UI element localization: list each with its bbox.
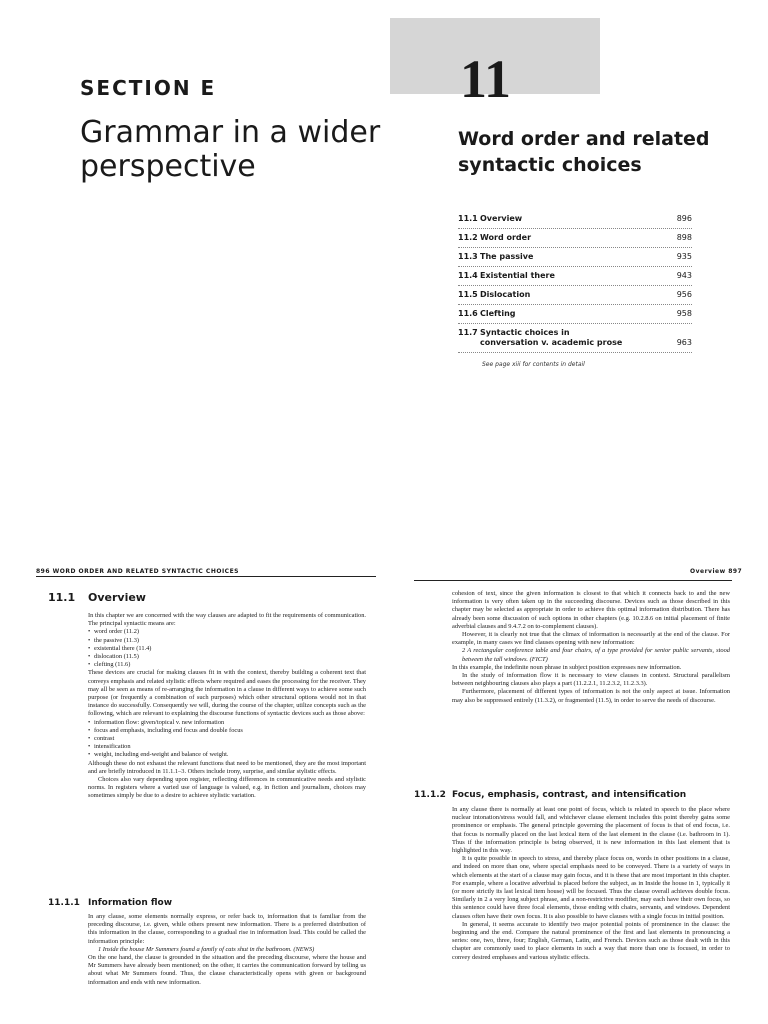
header-rule-right bbox=[414, 580, 732, 581]
toc-row[interactable] bbox=[458, 229, 692, 248]
concepts-list bbox=[88, 719, 366, 760]
list-item: • weight, including end-weight and balance of weight. bbox=[88, 751, 366, 759]
toc-page: 963 bbox=[676, 338, 692, 347]
toc-num: 11.5 bbox=[458, 290, 478, 299]
paragraph: In general, it seems accurate to identify two major potential points of prominence in the clause: the beginning and the end. Compare the natural prominence of the first and last elements in pronouncing a series: one, two, three, four; English, German, Latin, and French. Devices such as those dealt with in this chapter are commonly used to place elements in such a way that more than one is focused, in order to convey desired emphases and various stylistic effects. bbox=[452, 920, 730, 961]
toc-label: Dislocation bbox=[480, 290, 531, 299]
paragraph: Although these do not exhaust the relevant functions that need to be mentioned, they are the most important and are briefly introduced in 11.1.1–3. Others include irony, surprise, and similar stylistic effects. bbox=[88, 759, 366, 775]
toc-label: Syntactic choices in conversation v. academic prose bbox=[480, 328, 623, 347]
toc-label: Word order bbox=[480, 233, 532, 242]
heading-11-1-1: Information flow bbox=[88, 898, 173, 908]
toc-label: Existential there bbox=[480, 271, 555, 280]
list-item: • dislocation (11.5) bbox=[88, 653, 366, 661]
toc-page: 898 bbox=[676, 233, 692, 242]
header-rule-left bbox=[36, 576, 376, 577]
paragraph: In any clause, some elements normally express, or refer back to, information that is familiar from the preceding discourse, i.e. given, while others present new information. There is a preferred distribution of this information in the clause, corresponding to a gradual rise in information load. This could be called the information principle: bbox=[88, 913, 366, 945]
table-of-contents bbox=[458, 210, 692, 368]
running-head-right: Overview 897 bbox=[690, 568, 743, 575]
paragraph: In this example, the indefinite noun phrase in subject position expresses new information. bbox=[452, 663, 682, 671]
paragraph: Choices also vary depending upon register, reflecting differences in communicative needs and stylistic norms. In registers where a varied use of language is valued, e.g. in fiction and journalism, choices may sometimes simply be due to a desire to achieve stylistic variation. bbox=[88, 776, 366, 800]
toc-page: 956 bbox=[676, 290, 692, 299]
part-title: Grammar in a wider perspective bbox=[80, 115, 381, 184]
toc-page: 896 bbox=[676, 214, 692, 223]
toc-num: 11.4 bbox=[458, 271, 478, 280]
toc-row[interactable] bbox=[458, 248, 692, 267]
list-item: • word order (11.2) bbox=[88, 628, 366, 636]
toc-num: 11.7 bbox=[458, 328, 478, 337]
toc-page: 958 bbox=[676, 309, 692, 318]
section-label: SECTION E bbox=[80, 76, 217, 100]
list-item: • the passive (11.3) bbox=[88, 637, 366, 645]
toc-num: 11.2 bbox=[458, 233, 478, 242]
toc-page: 935 bbox=[676, 252, 692, 261]
paragraph: In this chapter we are concerned with the way clauses are adapted to fit the requirements of communication. The principal syntactic means are: bbox=[88, 612, 366, 628]
paragraph: Furthermore, placement of different types of information is not the only aspect at issue. Information may also be suppressed entirely (11.3.2), or fragmented (11.5), in order to serve the needs of discourse. bbox=[452, 688, 730, 704]
list-item: • focus and emphasis, including end focus and double focus bbox=[88, 727, 366, 735]
list-item: • information flow: given/topical v. new information bbox=[88, 719, 366, 727]
paragraph: cohesion of text, since the given information is closest to that which it connects back to and the new information is very often taken up in the succeeding discourse. Devices such as those described in this chapter may be selected as appropriate in order to achieve this optimal information distribution. There has already been some discussion of such options in other chapters (e.g. 10.2.8.6 on initial placement of finite adverbial clauses and 9.4.7.2 on to-complement clauses). bbox=[452, 590, 730, 630]
toc-num: 11.3 bbox=[458, 252, 478, 261]
toc-row[interactable] bbox=[458, 210, 692, 229]
list-item: • contrast bbox=[88, 735, 366, 743]
toc-label: The passive bbox=[480, 252, 534, 261]
toc-row[interactable] bbox=[458, 267, 692, 286]
heading-11-1-2-number: 11.1.2 bbox=[414, 790, 446, 800]
list-item: • intensification bbox=[88, 743, 366, 751]
heading-11-1-1-number: 11.1.1 bbox=[48, 898, 80, 908]
heading-11-1-number: 11.1 bbox=[48, 591, 76, 604]
list-item: • existential there (11.4) bbox=[88, 645, 366, 653]
list-item: • clefting (11.6) bbox=[88, 661, 366, 669]
toc-row[interactable] bbox=[458, 324, 692, 353]
paragraph: In the study of information flow it is necessary to view clauses in context. Structural parallelism between neighbouring clauses also plays a part (11.2.2.1, 11.2.3.2, 11.2.3.3). bbox=[452, 672, 730, 688]
heading-11-1-2: Focus, emphasis, contrast, and intensification bbox=[452, 790, 687, 800]
example-2: 2 A rectangular conference table and four chairs, of a type provided for senior public servants, stood between the tall windows. (FICT) bbox=[462, 647, 730, 663]
paragraph: However, it is clearly not true that the climax of information is necessarily at the end of the clause. For example, in many cases we find clauses opening with new information: bbox=[452, 631, 730, 647]
toc-row[interactable] bbox=[458, 286, 692, 305]
toc-row[interactable] bbox=[458, 305, 692, 324]
chapter-title: Word order and related syntactic choices bbox=[458, 128, 710, 176]
toc-num: 11.6 bbox=[458, 309, 478, 318]
syntactic-means-list bbox=[88, 628, 366, 669]
paragraph: It is quite possible in speech to stress, and thereby place focus on, words in other positions in a clause, and indeed on more than one, where special emphasis need to be conveyed. There is a variety of ways in which elements at the start of a clause may gain focus, and it is these that are most important in this chapter. For example, where a locative adverbial is placed before the subject, as in Inside the house in 1, typically it (or more strictly its last lexical item house) will be focused. Thus the clause overall achieves double focus. Similarly in 2 a very long subject phrase, and a non-restrictive modifier, may each have their own focus, so this sentence could have three focal elements, those ending with chairs, servants, and windows. Dependent clauses often have their own focus. It is also possible to have clauses with a single focus in initial position. bbox=[452, 855, 730, 920]
right-body-1 bbox=[452, 590, 730, 705]
paragraph: In any clause there is normally at least one point of focus, which is related in speech to the place where nuclear intonation/stress would fall, and whichever clause element includes this point thereby gains some prominence or emphasis. The general principle governing the placement of focus is that of end focus, i.e. that focus is normally placed on the last lexical item of the last element in the clause (i.e. bathroom in 1). Thus if the information principle is being observed, it is new information in this last element that is highlighted in this way. bbox=[452, 806, 730, 855]
paragraph: These devices are crucial for making clauses fit in with the context, thereby building a coherent text that conveys emphasis and related stylistic effects where required and eases the processing for the receiver. They may all be seen as means of re-arranging the information in a clause in different ways to achieve some such purpose (or frequently a combination of such purposes) which other structural options would not in that instance do successfully. Consequently we will, during the course of the chapter, utilize concepts such as the following, which are relevant to explaining the discourse functions of syntactic devices such as those above: bbox=[88, 669, 366, 718]
left-body-2 bbox=[88, 913, 366, 987]
right-body-2 bbox=[452, 806, 730, 962]
toc-label: Clefting bbox=[480, 309, 516, 318]
toc-label: Overview bbox=[480, 214, 523, 223]
running-head-left: 896 WORD ORDER AND RELATED SYNTACTIC CHOICES bbox=[36, 568, 240, 575]
toc-note: See page xiii for contents in detail bbox=[482, 361, 585, 368]
heading-11-1: Overview bbox=[88, 591, 146, 604]
chapter-number: 11 bbox=[460, 49, 512, 109]
toc-num: 11.1 bbox=[458, 214, 478, 223]
example-1: 1 Inside the house Mr Summers found a family of cats shut in the bathroom. (NEWS) bbox=[98, 945, 315, 953]
paragraph: On the one hand, the clause is grounded in the situation and the preceding discourse, where the house and Mr Summers have already been mentioned; on the other, it carries the communication forward by telling us about what Mr Summers found. Thus, the clause characteristically opens with given or background information and ends with new information. bbox=[88, 954, 366, 986]
left-body-1 bbox=[88, 612, 366, 801]
toc-page: 943 bbox=[676, 271, 692, 280]
